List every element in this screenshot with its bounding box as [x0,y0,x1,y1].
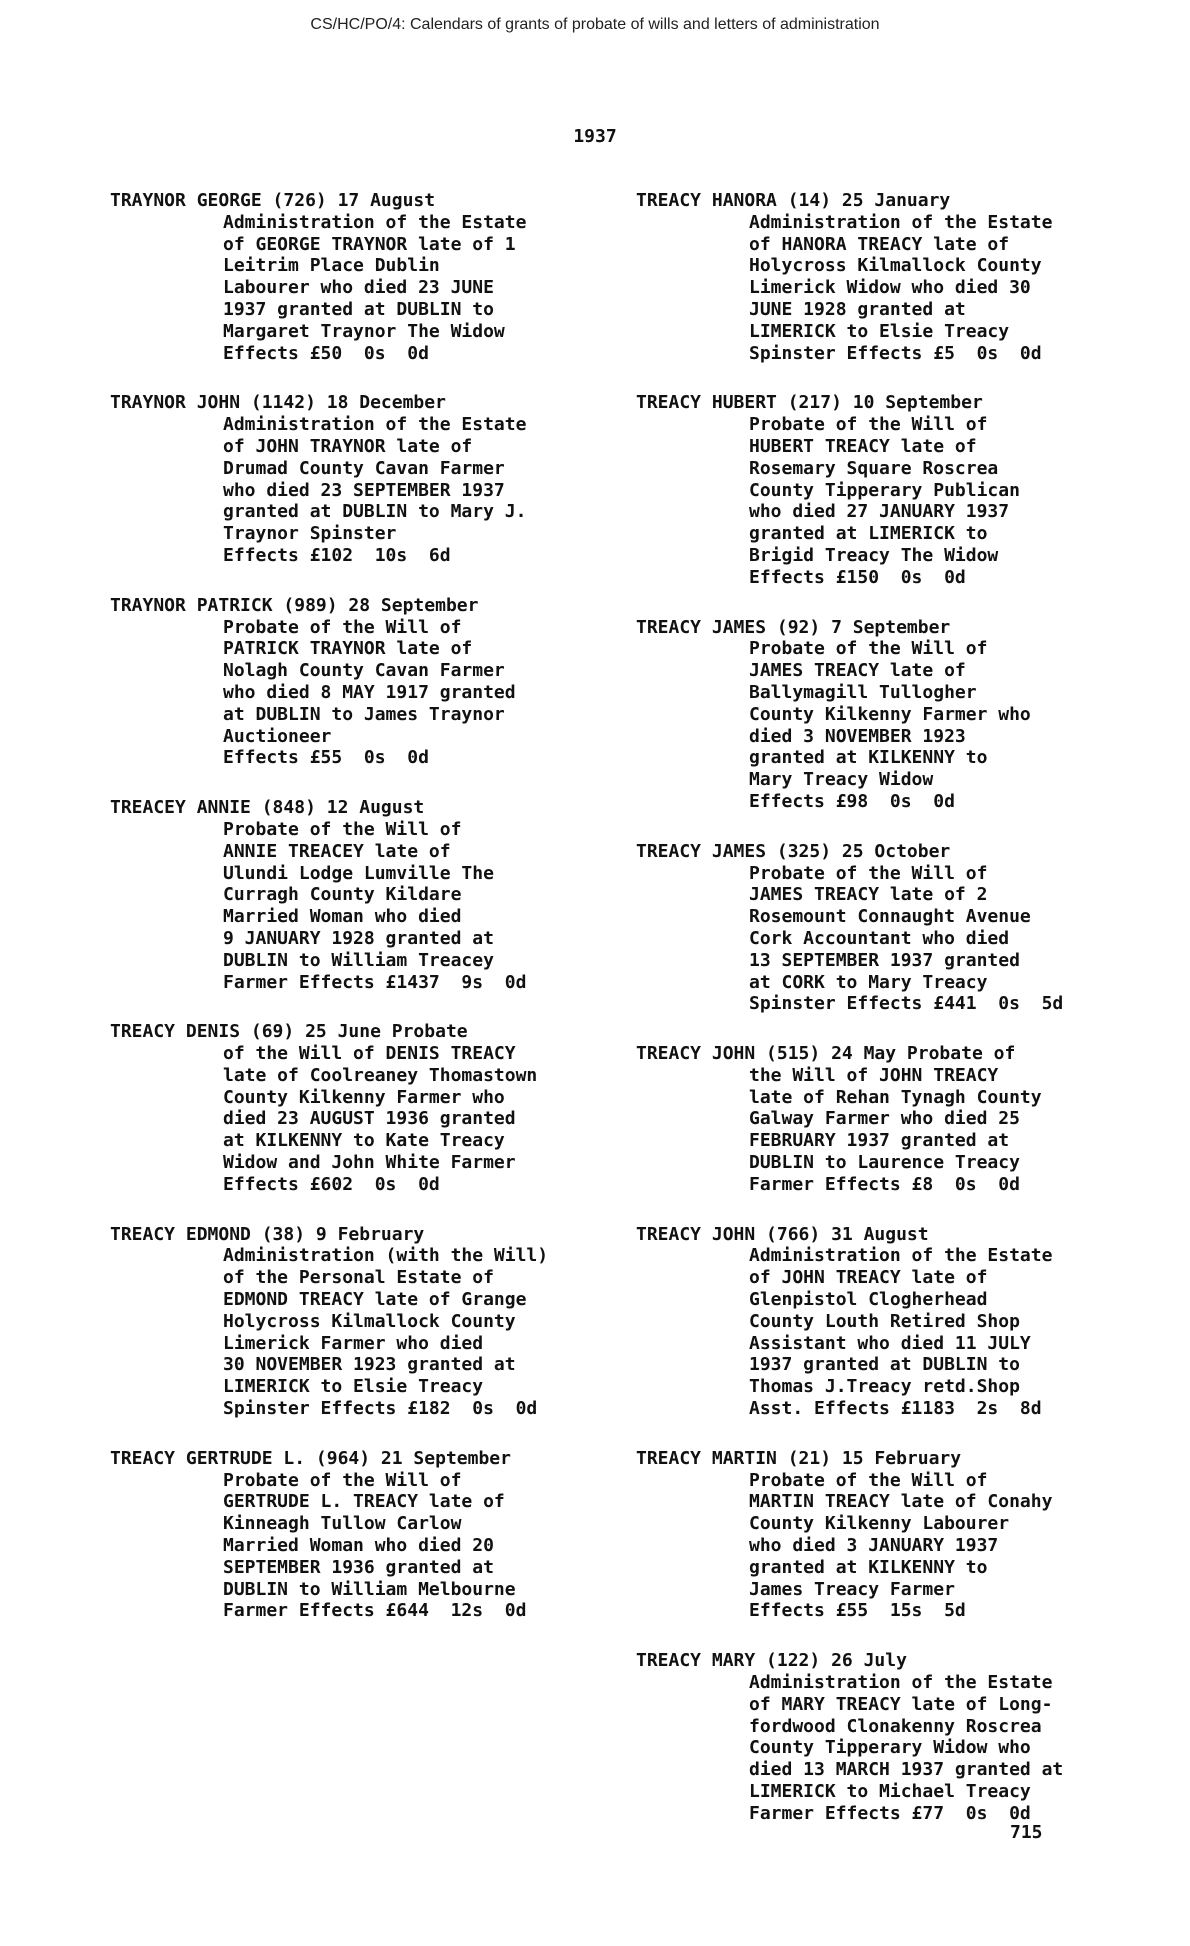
right-column [636,190,1146,1853]
probate-entry [636,190,1146,364]
left-column [110,190,620,1650]
entry-line: Married Woman who died [223,906,462,928]
entry-line: Probate of the Will of [749,1469,988,1491]
entry-line: Farmer Effects £1437 9s 0d [223,971,527,993]
entry-line: JAMES TREACY late of 2 [749,884,988,906]
entry-heading: TREACY JAMES (325) 25 October [636,840,951,862]
entry-line: Administration of the Estate [749,1672,1053,1694]
entry-line: County Louth Retired Shop [749,1310,1020,1332]
entry-body [110,1470,620,1623]
entry-heading: TREACY JOHN (515) 24 May Probate of [636,1043,1016,1065]
entry-line: JAMES TREACY late of [749,660,966,682]
entry-line: late of Coolreaney Thomastown [223,1064,538,1086]
entry-line: SEPTEMBER 1936 granted at [223,1556,494,1578]
entry-line: PATRICK TRAYNOR late of [223,638,473,660]
entry-line: Asst. Effects £1183 2s 8d [749,1398,1042,1420]
entry-line: Nolagh County Cavan Farmer [223,660,505,682]
entry-body [110,1043,620,1196]
entry-line: 13 SEPTEMBER 1937 granted [749,949,1020,971]
entry-body [636,1672,1146,1825]
entry-line: Administration of the Estate [223,211,527,233]
entry-line: County Tipperary Publican [749,479,1020,501]
entry-body [110,1245,620,1419]
probate-entry [110,797,620,993]
entry-line: at CORK to Mary Treacy [749,971,988,993]
entry-line: of JOHN TREACY late of [749,1267,988,1289]
entry-line: granted at DUBLIN to Mary J. [223,501,527,523]
entry-line: LIMERICK to Elsie Treacy [223,1376,484,1398]
entry-line: Rosemount Connaught Avenue [749,906,1031,928]
entry-line: James Treacy Farmer [749,1578,955,1600]
entry-line: of HANORA TREACY late of [749,233,1010,255]
entry-line: Widow and John White Farmer [223,1152,516,1174]
entry-line: EDMOND TREACY late of Grange [223,1289,527,1311]
entry-line: MARTIN TREACY late of Conahy [749,1491,1053,1513]
entry-line: granted at KILKENNY to [749,1556,988,1578]
entry-line: granted at KILKENNY to [749,747,988,769]
entry-heading: TREACY HANORA (14) 25 January [636,190,951,211]
probate-entry [110,595,620,769]
entry-line: Margaret Traynor The Widow [223,320,505,342]
entry-heading: TREACY MARY (122) 26 July [636,1650,907,1672]
entry-line: Auctioneer [223,725,332,747]
page-number: 715 [1010,1822,1043,1843]
probate-entry [110,1021,620,1195]
entry-line: JUNE 1928 granted at [749,298,966,320]
entry-line: who died 23 SEPTEMBER 1937 [223,479,505,501]
calendar-year: 1937 [573,126,617,147]
entry-line: Labourer who died 23 JUNE [223,277,494,299]
entry-line: who died 27 JANUARY 1937 [749,501,1010,523]
probate-entry [636,617,1146,813]
entry-line: 30 NOVEMBER 1923 granted at [223,1354,516,1376]
probate-entry [636,841,1146,1015]
entry-line: Limerick Farmer who died [223,1332,484,1354]
probate-entry [110,1448,620,1622]
entry-line: Farmer Effects £644 12s 0d [223,1600,527,1622]
entry-line: Probate of the Will of [223,818,462,840]
entry-line: fordwood Clonakenny Roscrea [749,1715,1042,1737]
entry-line: Probate of the Will of [223,1469,462,1491]
entry-line: Drumad County Cavan Farmer [223,457,505,479]
entry-body [636,863,1146,1016]
probate-entry [636,1448,1146,1622]
entry-line: 1937 granted at DUBLIN to [749,1354,1020,1376]
entry-body [636,1470,1146,1623]
entry-line: Effects £98 0s 0d [749,790,955,812]
entry-body [110,617,620,770]
entry-line: died 3 NOVEMBER 1923 [749,725,966,747]
entry-line: Effects £150 0s 0d [749,566,966,588]
entry-heading: TREACY JAMES (92) 7 September [636,616,951,638]
probate-entry [636,1650,1146,1824]
entry-line: HUBERT TREACY late of [749,435,977,457]
entry-line: at DUBLIN to James Traynor [223,703,505,725]
entry-line: Farmer Effects £8 0s 0d [749,1173,1020,1195]
entry-line: of JOHN TRAYNOR late of [223,435,473,457]
entry-body [636,1065,1146,1196]
entry-line: Holycross Kilmallock County [223,1310,516,1332]
entry-line: County Kilkenny Farmer who [223,1086,505,1108]
entry-line: Spinster Effects £182 0s 0d [223,1398,538,1420]
entry-line: Administration (with the Will) [223,1245,549,1267]
entry-heading: TREACEY ANNIE (848) 12 August [110,797,425,819]
entry-line: Probate of the Will of [223,616,462,638]
entry-line: Married Woman who died 20 [223,1535,494,1557]
entry-line: Effects £602 0s 0d [223,1173,440,1195]
entry-line: Leitrim Place Dublin [223,255,440,277]
entry-line: who died 8 MAY 1917 granted [223,681,516,703]
entry-line: Effects £50 0s 0d [223,342,429,364]
entry-line: Galway Farmer who died 25 [749,1108,1020,1130]
entry-heading: TRAYNOR GEORGE (726) 17 August [110,190,436,211]
entry-line: Probate of the Will of [749,862,988,884]
entry-line: County Tipperary Widow who [749,1737,1031,1759]
probate-entry [636,392,1146,588]
entry-line: of the Personal Estate of [223,1267,494,1289]
entry-line: granted at LIMERICK to [749,523,988,545]
entry-line: Effects £55 0s 0d [223,747,429,769]
entry-line: at KILKENNY to Kate Treacy [223,1130,505,1152]
entry-line: DUBLIN to Laurence Treacy [749,1152,1020,1174]
entry-line: LIMERICK to Elsie Treacy [749,320,1010,342]
entry-body [110,819,620,993]
entry-line: GERTRUDE L. TREACY late of [223,1491,505,1513]
entry-line: of MARY TREACY late of Long- [749,1693,1053,1715]
entry-line: Thomas J.Treacy retd.Shop [749,1376,1020,1398]
entry-line: Probate of the Will of [749,414,988,436]
entry-line: late of Rehan Tynagh County [749,1086,1042,1108]
entry-line: Limerick Widow who died 30 [749,277,1031,299]
entry-line: 1937 granted at DUBLIN to [223,298,494,320]
entry-line: Farmer Effects £77 0s 0d [749,1802,1031,1824]
entry-body [636,1245,1146,1419]
entry-line: 9 JANUARY 1928 granted at [223,927,494,949]
entry-line: FEBRUARY 1937 granted at [749,1130,1010,1152]
entry-body [636,638,1146,812]
entry-line: Ballymagill Tullogher [749,681,977,703]
entry-heading: TREACY MARTIN (21) 15 February [636,1447,962,1469]
entry-line: Traynor Spinster [223,523,397,545]
entry-body [636,414,1146,588]
entry-line: of the Will of DENIS TREACY [223,1043,516,1065]
entry-heading: TREACY JOHN (766) 31 August [636,1223,929,1245]
entry-heading: TRAYNOR PATRICK (989) 28 September [110,594,479,616]
entry-line: of GEORGE TRAYNOR late of 1 [223,233,516,255]
entry-line: Glenpistol Clogherhead [749,1289,988,1311]
entry-heading: TREACY DENIS (69) 25 June Probate [110,1021,468,1043]
probate-entry [636,1224,1146,1420]
entry-body [110,212,620,365]
entry-line: County Kilkenny Labourer [749,1513,1010,1535]
probate-entry [636,1043,1146,1196]
entry-line: Effects £55 15s 5d [749,1600,966,1622]
entry-line: Holycross Kilmallock County [749,255,1042,277]
entry-line: County Kilkenny Farmer who [749,703,1031,725]
entry-heading: TREACY EDMOND (38) 9 February [110,1223,425,1245]
entry-line: died 13 MARCH 1937 granted at [749,1759,1064,1781]
probate-entry [110,190,620,364]
entry-line: the Will of JOHN TREACY [749,1064,999,1086]
entry-body [110,414,620,567]
entry-line: Spinster Effects £5 0s 0d [749,342,1042,364]
entry-line: died 23 AUGUST 1936 granted [223,1108,516,1130]
entry-line: Administration of the Estate [223,414,527,436]
entry-line: who died 3 JANUARY 1937 [749,1535,999,1557]
entry-line: ANNIE TREACEY late of [223,840,451,862]
entry-line: Administration of the Estate [749,1245,1053,1267]
document-header: CS/HC/PO/4: Calendars of grants of probate of wills and letters of administration [310,16,880,33]
entry-line: Cork Accountant who died [749,927,1010,949]
entry-heading: TREACY HUBERT (217) 10 September [636,392,983,414]
probate-entry [110,392,620,566]
entry-heading: TRAYNOR JOHN (1142) 18 December [110,392,446,414]
entry-line: Effects £102 10s 6d [223,544,451,566]
entry-line: DUBLIN to William Melbourne [223,1578,516,1600]
entry-line: Rosemary Square Roscrea [749,457,999,479]
entry-line: Ulundi Lodge Lumville The [223,862,494,884]
entry-line: Brigid Treacy The Widow [749,544,999,566]
probate-entry [110,1224,620,1420]
entry-line: DUBLIN to William Treacey [223,949,494,971]
entry-line: Administration of the Estate [749,211,1053,233]
entry-body [636,212,1146,365]
entry-heading: TREACY GERTRUDE L. (964) 21 September [110,1447,511,1469]
entry-line: Assistant who died 11 JULY [749,1332,1031,1354]
entry-line: Mary Treacy Widow [749,769,934,791]
entry-line: Curragh County Kildare [223,884,462,906]
entry-line: Probate of the Will of [749,638,988,660]
entry-line: LIMERICK to Michael Treacy [749,1781,1031,1802]
entry-line: Kinneagh Tullow Carlow [223,1513,462,1535]
entry-line: Spinster Effects £441 0s 5d [749,993,1064,1015]
